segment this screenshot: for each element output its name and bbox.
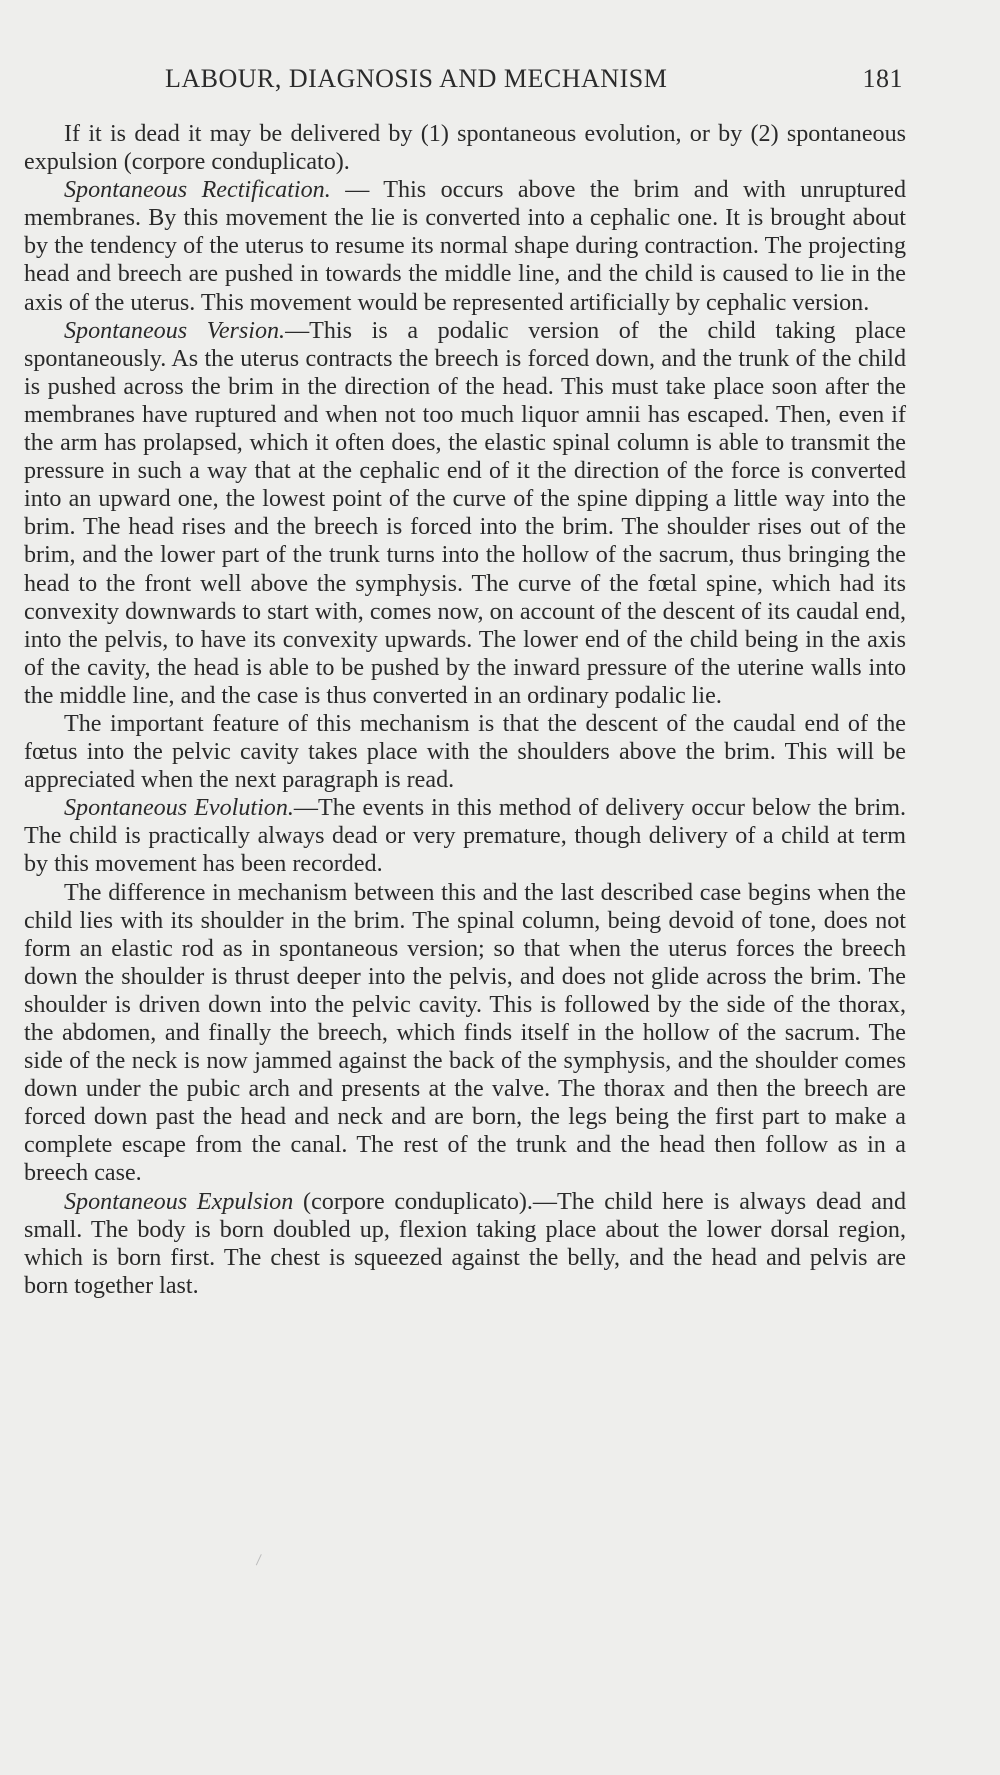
paragraph-text: The difference in mechanism between this and the last described case begins when the child lies with its shoulder in the brim. The spinal column, being devoid of tone, does not form an elastic rod as in spontaneous version; so that when the uterus forces the breech down the shoulder is thrust deeper into the pelvis, and does not glide across the brim. The shoulder is driven down into the pelvic cavity. This is followed by the side of the thorax, the abdomen, and finally the breech, which finds itself in the hollow of the sacrum. The side of the neck is now jammed against the back of the symphysis, and the shoulder comes down under the pubic arch and presents at the valve. The thorax and then the breech are forced down past the head and neck and are born, the legs being the first part to make a complete escape from the canal. The rest of the trunk and the head then follow as in a breech case. (24, 879, 906, 1187)
paragraph-spontaneous-version (24, 317, 906, 710)
paragraph-text: — This occurs above the brim and with unruptured membranes. By this movement the lie is converted into a cephalic one. It is brought about by the tendency of the uterus to resume its normal shape during contraction. The projecting head and breech are pushed in towards the middle line, and the child is caused to lie in the axis of the uterus. This movement would be represented artificially by cephalic version. (24, 177, 906, 316)
section-heading: Spontaneous Evolution. (64, 795, 294, 822)
paragraph-important-feature (24, 710, 906, 794)
paragraph-spontaneous-evolution (24, 794, 906, 878)
page-number: 181 (862, 64, 903, 93)
section-heading: Spontaneous Expulsion (64, 1188, 294, 1215)
paragraph-text: If it is dead it may be delivered by (1) spontaneous evolution, or by (2) spontaneous expulsion (corpore conduplicato). (24, 121, 906, 176)
paragraph-dead-delivery (24, 120, 906, 176)
paragraph-text: The important feature of this mechanism is that the descent of the caudal end of the fœtus into the pelvic cavity takes place with the shoulders above the brim. This will be appreciated when the next paragraph is read. (24, 710, 906, 794)
body-text (24, 120, 906, 1300)
running-head (165, 64, 903, 98)
paragraph-text: —This is a podalic version of the child taking place spontaneously. As the uterus contracts the breech is forced down, and the trunk of the child is pushed across the brim in the direction of the head. This must take place soon after the membranes have ruptured and when not too much liquor amnii has escaped. Then, even if the arm has prolapsed, which it often does, the elastic spinal column is able to transmit the pressure in such a way that at the cephalic end of it the direction of the force is converted into an upward one, the lowest point of the curve of the spine dipping a little way into the brim. The head rises and the breech is forced into the brim. The shoulder rises out of the brim, and the lower part of the trunk turns into the hollow of the sacrum, thus bringing the head to the front well above the symphysis. The curve of the fœtal spine, which had its convexity downwards to start with, comes now, on account of the descent of its caudal end, into the pelvis, to have its convexity upwards. The lower end of the child being in the axis of the cavity, the head is able to be pushed by the inward pressure of the uterine walls into the middle line, and the case is thus converted in an ordinary podalic lie. (24, 317, 906, 709)
paper-mark (256, 1554, 267, 1568)
paragraph-spontaneous-rectification (24, 176, 906, 316)
section-heading: Spontaneous Version. (64, 317, 286, 344)
paragraph-text: (corpore conduplicato).—The child here is always dead and small. The body is born doubled up, flexion taking place about the lower dorsal region, which is born first. The chest is squeezed against the belly, and the head and pelvis are born together last. (24, 1188, 906, 1299)
paragraph-spontaneous-expulsion (24, 1188, 906, 1300)
section-heading: Spontaneous Rectification. (64, 177, 331, 204)
chapter-title: LABOUR, DIAGNOSIS AND MECHANISM (165, 64, 668, 93)
paragraph-mechanism-difference (24, 879, 906, 1188)
paragraph-text: —The events in this method of delivery occur below the brim. The child is practically always dead or very premature, though delivery of a child at term by this movement has been recorded. (24, 795, 906, 878)
